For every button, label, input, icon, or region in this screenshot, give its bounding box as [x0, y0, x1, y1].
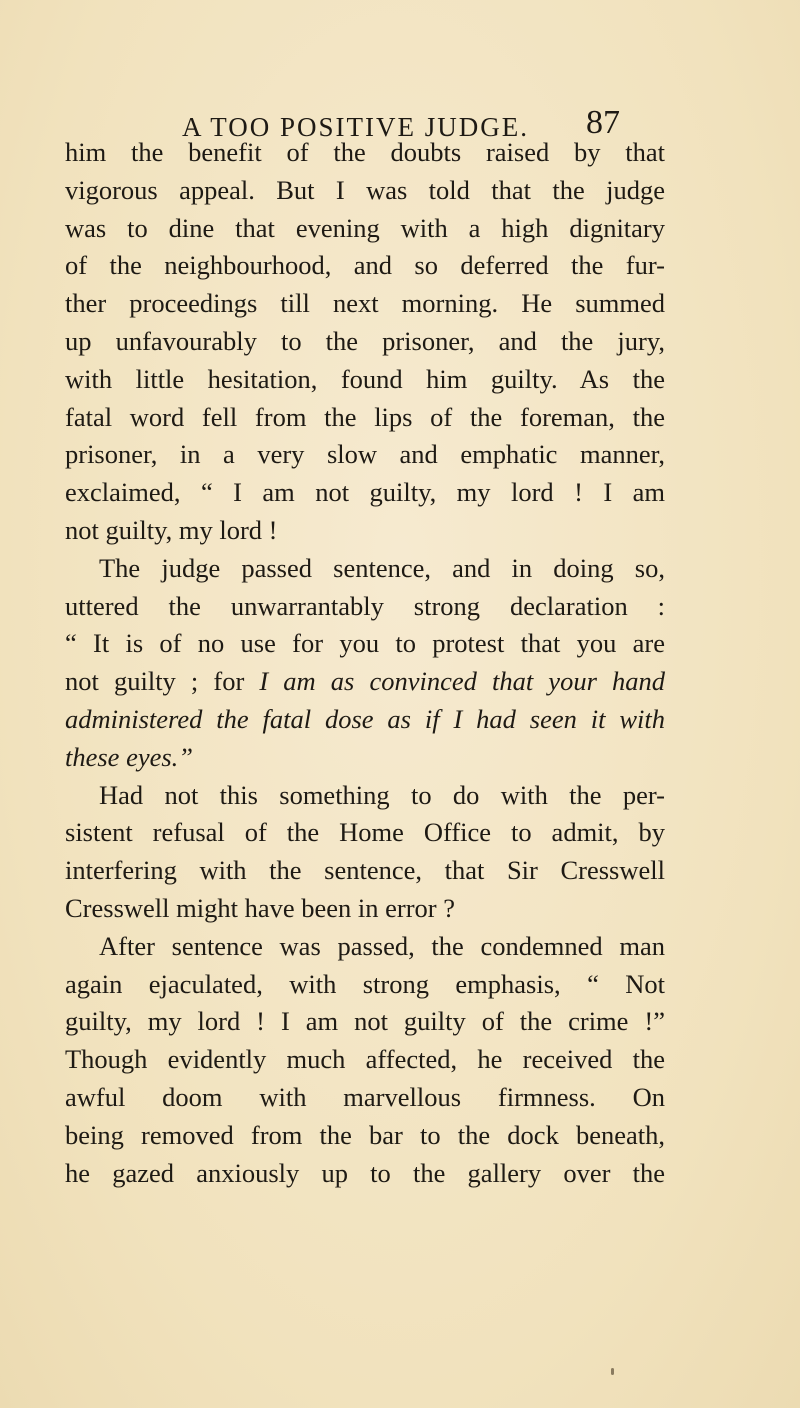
- text-line-italic: [65, 739, 665, 777]
- text-line: him the benefit of the doubts raised by that: [65, 137, 665, 167]
- text-line: being removed from the bar to the dock beneath,: [65, 1119, 665, 1150]
- text-line: The judge passed sentence, and in doing so,: [99, 552, 665, 583]
- text-line: fatal word fell from the lips of the foreman, the: [65, 401, 665, 432]
- text-line: again ejaculated, with strong emphasis, “ Not: [65, 968, 665, 999]
- text-line: Had not this something to do with the per-: [99, 779, 665, 810]
- text-line: with little hesitation, found him guilty. As the: [65, 363, 665, 394]
- text-line-italic: [65, 701, 665, 739]
- text-line: not guilty, my lord !: [65, 514, 278, 545]
- text-line: was to dine that evening with a high dignitary: [65, 212, 665, 243]
- text-line: sistent refusal of the Home Office to admit, by: [65, 817, 665, 848]
- text-line: “ It is of no use for you to protest that you are: [65, 628, 665, 659]
- text-line: he gazed anxiously up to the gallery over the: [65, 1157, 665, 1188]
- text-line: vigorous appeal. But I was told that the judge: [65, 174, 665, 205]
- italic-text: administered the fatal dose as if I had seen it with: [65, 703, 665, 734]
- body-text: [65, 134, 665, 1192]
- text-line: After sentence was passed, the condemned man: [99, 930, 665, 961]
- text-line: interfering with the sentence, that Sir Cresswell: [65, 855, 665, 886]
- text-line-roman-part: not guilty ; for: [65, 666, 260, 697]
- text-line: exclaimed, “ I am not guilty, my lord ! I am: [65, 477, 665, 508]
- text-line: awful doom with marvellous firmness. On: [65, 1081, 665, 1112]
- text-line: uttered the unwarrantably strong declaration :: [65, 590, 665, 621]
- running-head: A TOO POSITIVE JUDGE.: [182, 112, 530, 142]
- text-line-mixed: [65, 663, 665, 701]
- text-line: guilty, my lord ! I am not guilty of the crime !”: [65, 1006, 665, 1037]
- text-line: up unfavourably to the prisoner, and the jury,: [65, 325, 665, 356]
- text-line: Though evidently much affected, he received the: [65, 1044, 665, 1075]
- text-line-italic-part: I am as convinced that your hand: [259, 666, 665, 697]
- page-number: 87: [586, 104, 620, 141]
- text-line: ther proceedings till next morning. He summed: [65, 288, 665, 319]
- text-line: Cresswell might have been in error ?: [65, 892, 456, 923]
- text-line: prisoner, in a very slow and emphatic manner,: [65, 439, 665, 470]
- italic-text: these eyes.”: [65, 741, 194, 772]
- paper-speck: [611, 1368, 614, 1375]
- text-line: of the neighbourhood, and so deferred the fur-: [65, 250, 665, 281]
